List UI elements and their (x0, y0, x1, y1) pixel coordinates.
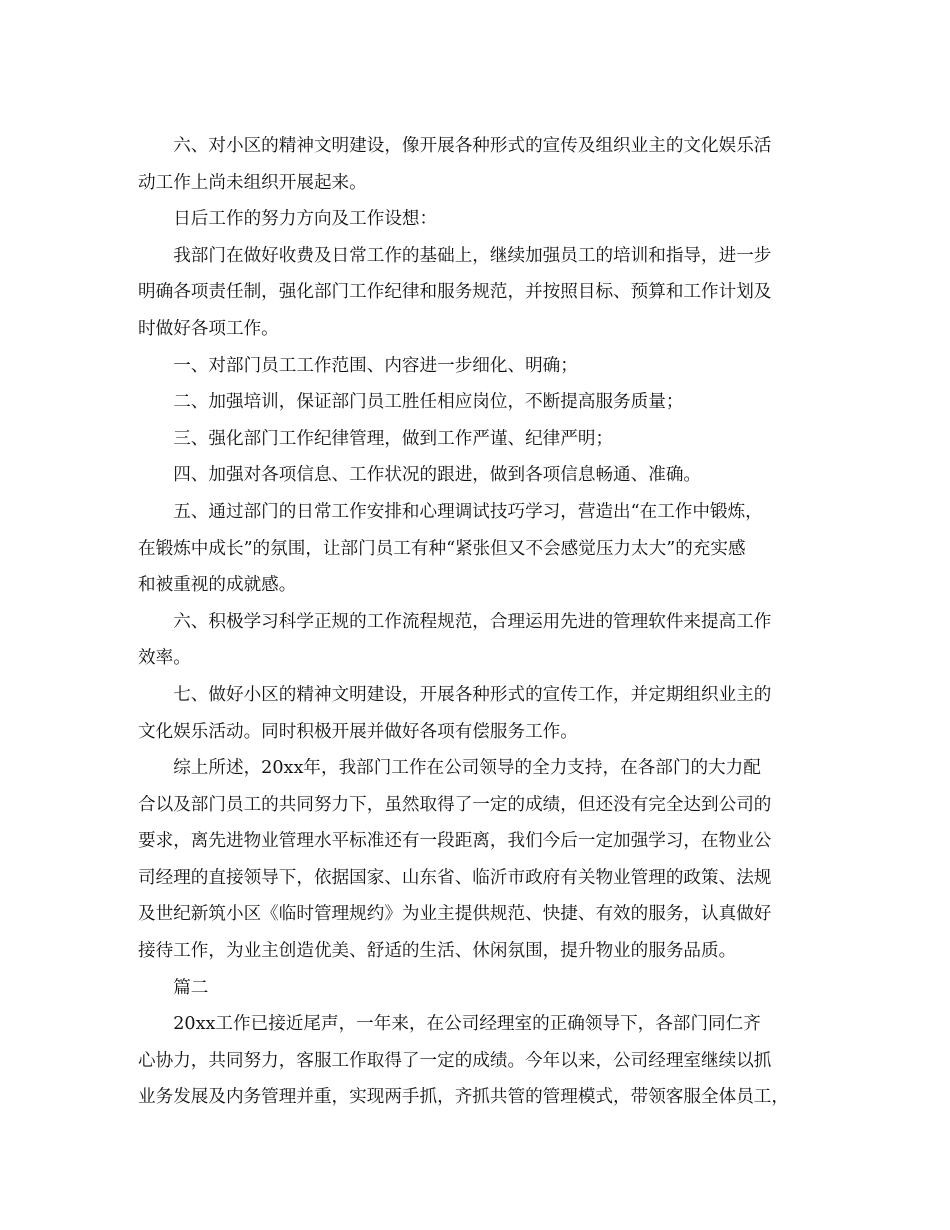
text-line-16: 七、做好小区的精神文明建设，开展各种形式的宣传工作，并定期组织业主的 (138, 684, 772, 705)
text-line-12: 在锻炼中成长”的氛围，让部门员工有种“紧张但又不会感觉压力太大”的充实感 (138, 538, 746, 559)
text-line-26: 心协力，共同努力，客服工作取得了一定的成绩。今年以来，公司经理室继续以抓 (138, 1050, 772, 1071)
document-body (138, 128, 828, 1116)
text-line-23: 接待工作，为业主创造优美、舒适的生活、休闲氛围，提升物业的服务品质。 (138, 941, 737, 962)
text-line-8: 二、加强培训，保证部门员工胜任相应岗位，不断提高服务质量； (138, 392, 684, 413)
text-line-4: 我部门在做好收费及日常工作的基础上，继续加强员工的培训和指导，进一步 (138, 245, 772, 266)
text-line-21: 司经理的直接领导下，依据国家、山东省、临沂市政府有关物业管理的政策、法规 (138, 867, 772, 888)
text-line-7: 一、对部门员工工作范围、内容进一步细化、明确； (138, 355, 578, 376)
text-line-15: 效率。 (138, 648, 191, 669)
text-line-20: 要求，离先进物业管理水平标准还有一段距离，我们今后一定加强学习，在物业公 (138, 831, 772, 852)
text-line-5: 明确各项责任制，强化部门工作纪律和服务规范，并按照目标、预算和工作计划及 (138, 282, 772, 303)
text-line-1: 六、对小区的精神文明建设，像开展各种形式的宣传及组织业主的文化娱乐活 (138, 136, 772, 156)
text-line-25: 20xx工作已接近尾声，一年来，在公司经理室的正确领导下，各部门同仁齐 (138, 1014, 761, 1035)
text-line-19: 合以及部门员工的共同努力下，虽然取得了一定的成绩，但还没有完全达到公司的 (138, 794, 772, 815)
text-line-3: 日后工作的努力方向及工作设想： (138, 209, 438, 230)
text-line-18: 综上所述，20xx年，我部门工作在公司领导的全力支持，在各部门的大力配 (138, 758, 761, 779)
text-line-27: 业务发展及内务管理并重，实现两手抓，齐抓共管的管理模式，带领客服全体员工， (138, 1087, 789, 1108)
text-line-10: 四、加强对各项信息、工作状况的跟进，做到各项信息畅通、准确。 (138, 465, 702, 486)
section-heading-part-two: 篇二 (138, 977, 209, 998)
text-line-9: 三、强化部门工作纪律管理，做到工作严谨、纪律严明； (138, 428, 614, 449)
text-line-2: 动工作上尚未组织开展起来。 (138, 172, 367, 193)
text-line-22: 及世纪新筑小区《临时管理规约》为业主提供规范、快捷、有效的服务，认真做好 (138, 904, 772, 925)
text-line-6: 时做好各项工作。 (138, 318, 279, 339)
text-line-13: 和被重视的成就感。 (138, 575, 297, 596)
text-line-14: 六、积极学习科学正规的工作流程规范，合理运用先进的管理软件来提高工作 (138, 611, 772, 632)
text-line-17: 文化娱乐活动。同时积极开展并做好各项有偿服务工作。 (138, 721, 578, 742)
text-line-11: 五、通过部门的日常工作安排和心理调试技巧学习，营造出“在工作中锻炼， (138, 501, 763, 522)
